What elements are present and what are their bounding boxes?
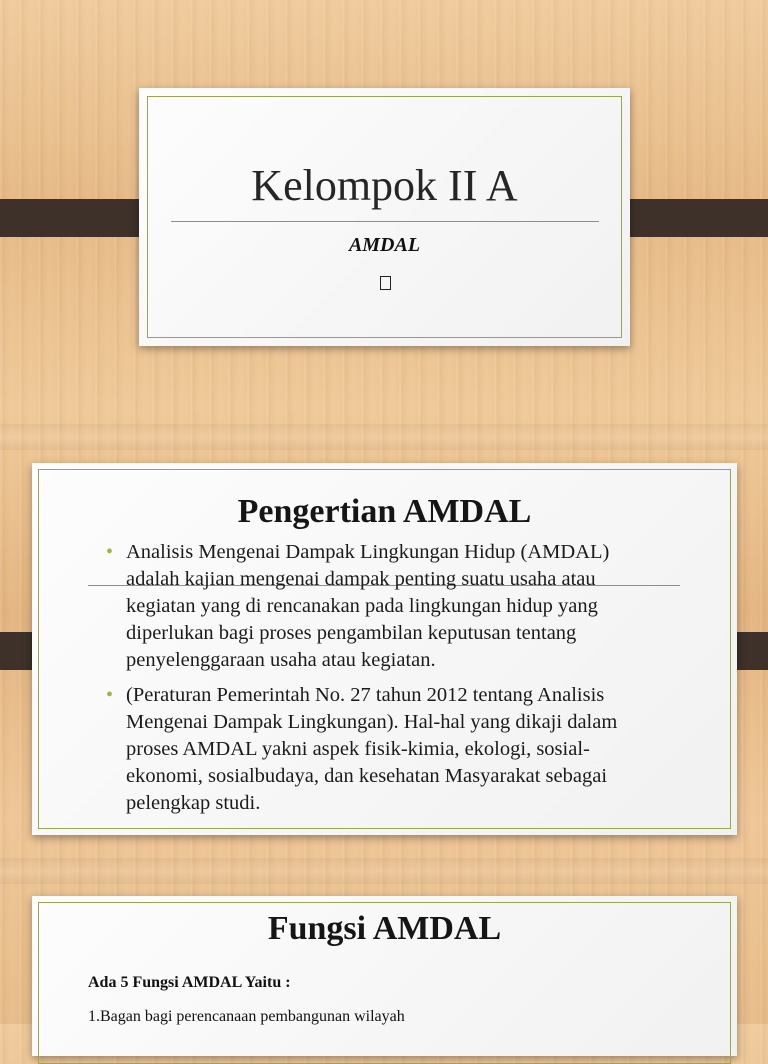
- missing-glyph-icon: [380, 276, 391, 290]
- slide3-intro: Ada 5 Fungsi AMDAL Yaitu :: [88, 974, 291, 991]
- slide3-title: Fungsi AMDAL: [267, 910, 502, 947]
- slide1-band-right: [612, 199, 768, 237]
- slide1-subtitle: AMDAL: [348, 234, 421, 256]
- bullet-dot-icon: •: [106, 684, 114, 706]
- list-item: [106, 682, 666, 817]
- slide1-title: Kelompok II A: [251, 161, 518, 210]
- slide3-item-1: 1.Bagan bagi perencanaan pembangunan wilayah: [88, 1008, 405, 1025]
- bullet-text: Analisis Mengenai Dampak Lingkungan Hidup (AMDAL) adalah kajian mengenai dampak penting suatu usaha atau kegiatan yang di rencanakan pada lingkungan hidup yang diperlukan bagi proses pengambilan keputusan tentang penyelenggaraan usaha atau kegiatan.: [126, 541, 610, 671]
- slide1-title-rule: [171, 221, 599, 222]
- slide3-card: [32, 896, 737, 1056]
- slide-separator: [0, 858, 768, 884]
- slide-separator: [0, 424, 768, 450]
- bullet-dot-icon: •: [106, 541, 114, 563]
- bullet-text: (Peraturan Pemerintah No. 27 tahun 2012 tentang Analisis Mengenai Dampak Lingkungan). Hal-hal yang dikaji dalam proses AMDAL yakni aspek fisik-kimia, ekologi, sosial-ekonomi, sosialbudaya, dan kesehatan Masyarakat sebagai pelengkap studi.: [126, 684, 618, 814]
- slide1-card: [139, 88, 630, 346]
- slide2-bullet-list: [106, 539, 666, 825]
- list-item: [106, 539, 666, 674]
- slide2-card: [32, 463, 737, 835]
- slide1-band-left: [0, 199, 156, 237]
- slide2-title: Pengertian AMDAL: [237, 493, 532, 530]
- slide1-inner-border: [147, 96, 622, 338]
